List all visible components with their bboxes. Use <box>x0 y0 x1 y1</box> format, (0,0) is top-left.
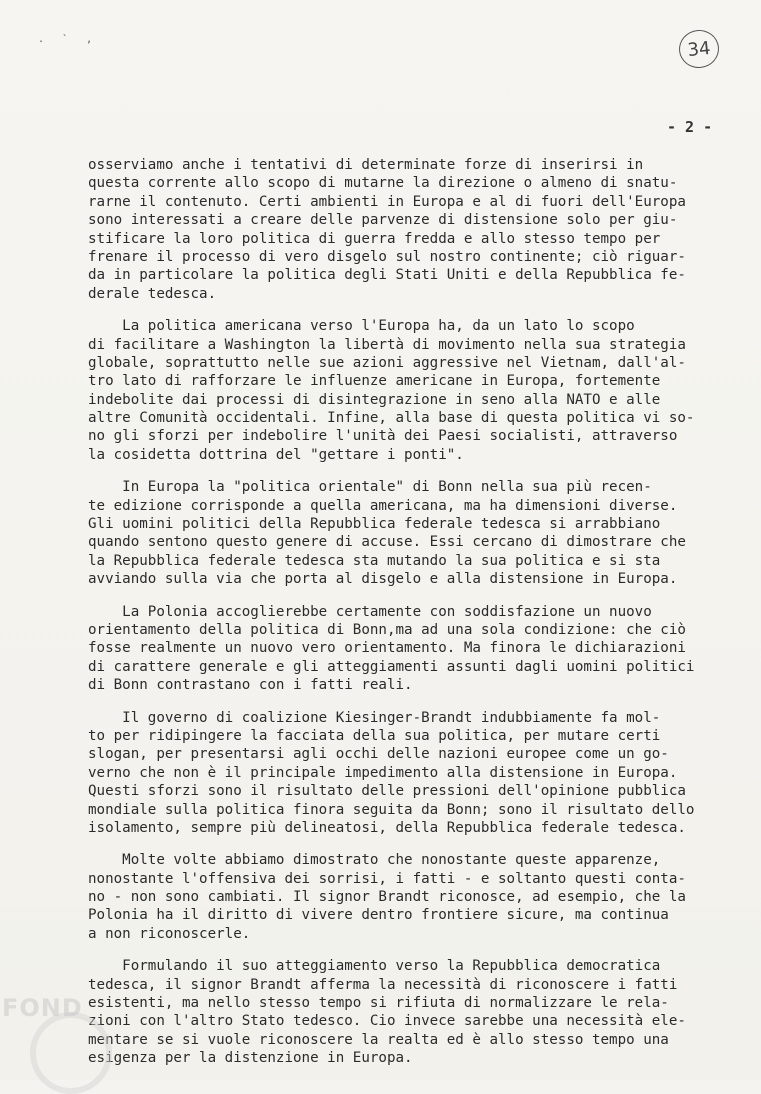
text-line: osserviamo anche i tentativi di determinate forze di inserirsi in <box>88 157 644 173</box>
text-line: La politica americana verso l'Europa ha, da un lato lo scopo <box>88 318 635 335</box>
text-line: di facilitare a Washington la libertà di movimento nella sua strategia <box>88 336 686 353</box>
paragraph <box>88 317 748 464</box>
paper-specks: . ` , <box>38 34 99 45</box>
archive-number-stamp <box>677 28 721 70</box>
text-line: mondiale sulla politica finora seguita da Bonn; sono il risultato dello <box>88 801 695 818</box>
text-line: questa corrente allo scopo di mutarne la direzione o almeno di snatu- <box>88 175 678 192</box>
text-line: Molte volte abbiamo dimostrato che nonostante queste apparenze, <box>88 852 661 869</box>
text-line: di Bonn contrastano con i fatti reali. <box>88 677 413 694</box>
text-line: Gli uomini politici della Repubblica federale tedesca si arrabbiano <box>88 516 661 533</box>
text-line: La Polonia accoglierebbe certamente con soddisfazione un nuovo <box>88 603 652 620</box>
text-line: Polonia ha il diritto di vivere dentro frontiere sicure, ma continua <box>88 907 669 924</box>
text-line: no gli sforzi per indebolire l'unità dei Paesi socialisti, attraverso <box>88 428 678 445</box>
paragraph <box>88 603 748 695</box>
document-body <box>88 156 748 1082</box>
text-line: stificare la loro politica di guerra fredda e allo stesso tempo per <box>88 230 661 247</box>
text-line: Questi sforzi sono il risultato delle pressioni dell'opinione pubblica <box>88 783 686 800</box>
text-line: no - non sono cambiati. Il signor Brandt riconosce, ad esempio, che la <box>88 889 686 906</box>
text-line: isolamento, sempre più delineatosi, della Repubblica federale tedesca. <box>88 819 686 836</box>
text-line: quando sentono questo genere di accuse. Essi cercano di dimostrare che <box>88 534 686 551</box>
paragraph <box>88 957 748 1067</box>
text-line: sono interessati a creare delle parvenze di distensione solo per giu- <box>88 212 678 229</box>
text-line: esistenti, ma nello stesso tempo si rifiuta di normalizzare le rela- <box>88 995 669 1012</box>
text-line: fosse realmente un nuovo vero orientamento. Ma finora le dichiarazioni <box>88 640 686 657</box>
paragraph <box>88 478 748 588</box>
text-line: globale, soprattutto nelle sue azioni aggressive nel Vietnam, dall'al- <box>88 354 686 371</box>
text-line: la Repubblica federale tedesca sta mutando la sua politica e si sta <box>88 552 661 569</box>
page-number: - 2 - <box>667 118 713 136</box>
text-line: da in particolare la politica degli Stati Uniti e della Repubblica fe- <box>88 267 686 284</box>
paragraph <box>88 709 748 838</box>
paragraph <box>88 156 748 303</box>
text-line: altre Comunità occidentali. Infine, alla base di questa politica vi so- <box>88 410 695 427</box>
text-line: frenare il processo di vero disgelo sul nostro continente; ciò riguar- <box>88 248 686 265</box>
text-line: to per ridipingere la facciata della sua politica, per mutare certi <box>88 727 661 744</box>
text-line: zioni con l'altro Stato tedesco. Cio invece sarebbe una necessità ele- <box>88 1013 686 1030</box>
text-line: In Europa la "politica orientale" di Bonn nella sua più recen- <box>88 479 652 496</box>
archive-number: 34 <box>686 37 712 61</box>
text-line: slogan, per presentarsi agli occhi delle nazioni europee come un go- <box>88 746 669 763</box>
text-line: derale tedesca. <box>88 285 217 302</box>
watermark-logo-icon <box>30 1012 112 1094</box>
text-line: a non riconoscerle. <box>88 925 251 942</box>
text-line: orientamento della politica di Bonn,ma ad una sola condizione: che ciò <box>88 621 686 638</box>
text-line: Il governo di coalizione Kiesinger-Brandt indubbiamente fa mol- <box>88 709 661 726</box>
text-line: la cosidetta dottrina del "gettare i ponti". <box>88 446 464 463</box>
text-line: tedesca, il signor Brandt afferma la necessità di riconoscere i fatti <box>88 976 678 993</box>
watermark-text: FOND <box>2 994 83 1022</box>
text-line: esigenza per la distenzione in Europa. <box>88 1050 413 1067</box>
text-line: di carattere generale e gli atteggiamenti assunti dagli uomini politici <box>88 658 695 675</box>
text-line: verno che non è il principale impedimento alla distensione in Europa. <box>88 764 678 781</box>
text-line: avviando sulla via che porta al disgelo e alla distensione in Europa. <box>88 571 678 588</box>
text-line: tro lato di rafforzare le influenze americane in Europa, fortemente <box>88 373 661 390</box>
text-line: mentare se si vuole riconoscere la realta ed è allo stesso tempo una <box>88 1031 669 1048</box>
text-line: te edizione corrisponde a quella americana, ma ha dimensioni diverse. <box>88 497 678 514</box>
text-line: rarne il contenuto. Certi ambienti in Europa e al di fuori dell'Europa <box>88 193 686 210</box>
text-line: Formulando il suo atteggiamento verso la Repubblica democratica <box>88 958 661 975</box>
text-line: indebolite dai processi di disintegrazione in seno alla NATO e alle <box>88 391 661 408</box>
text-line: nonostante l'offensiva dei sorrisi, i fatti - e soltanto questi conta- <box>88 870 686 887</box>
paragraph <box>88 851 748 943</box>
